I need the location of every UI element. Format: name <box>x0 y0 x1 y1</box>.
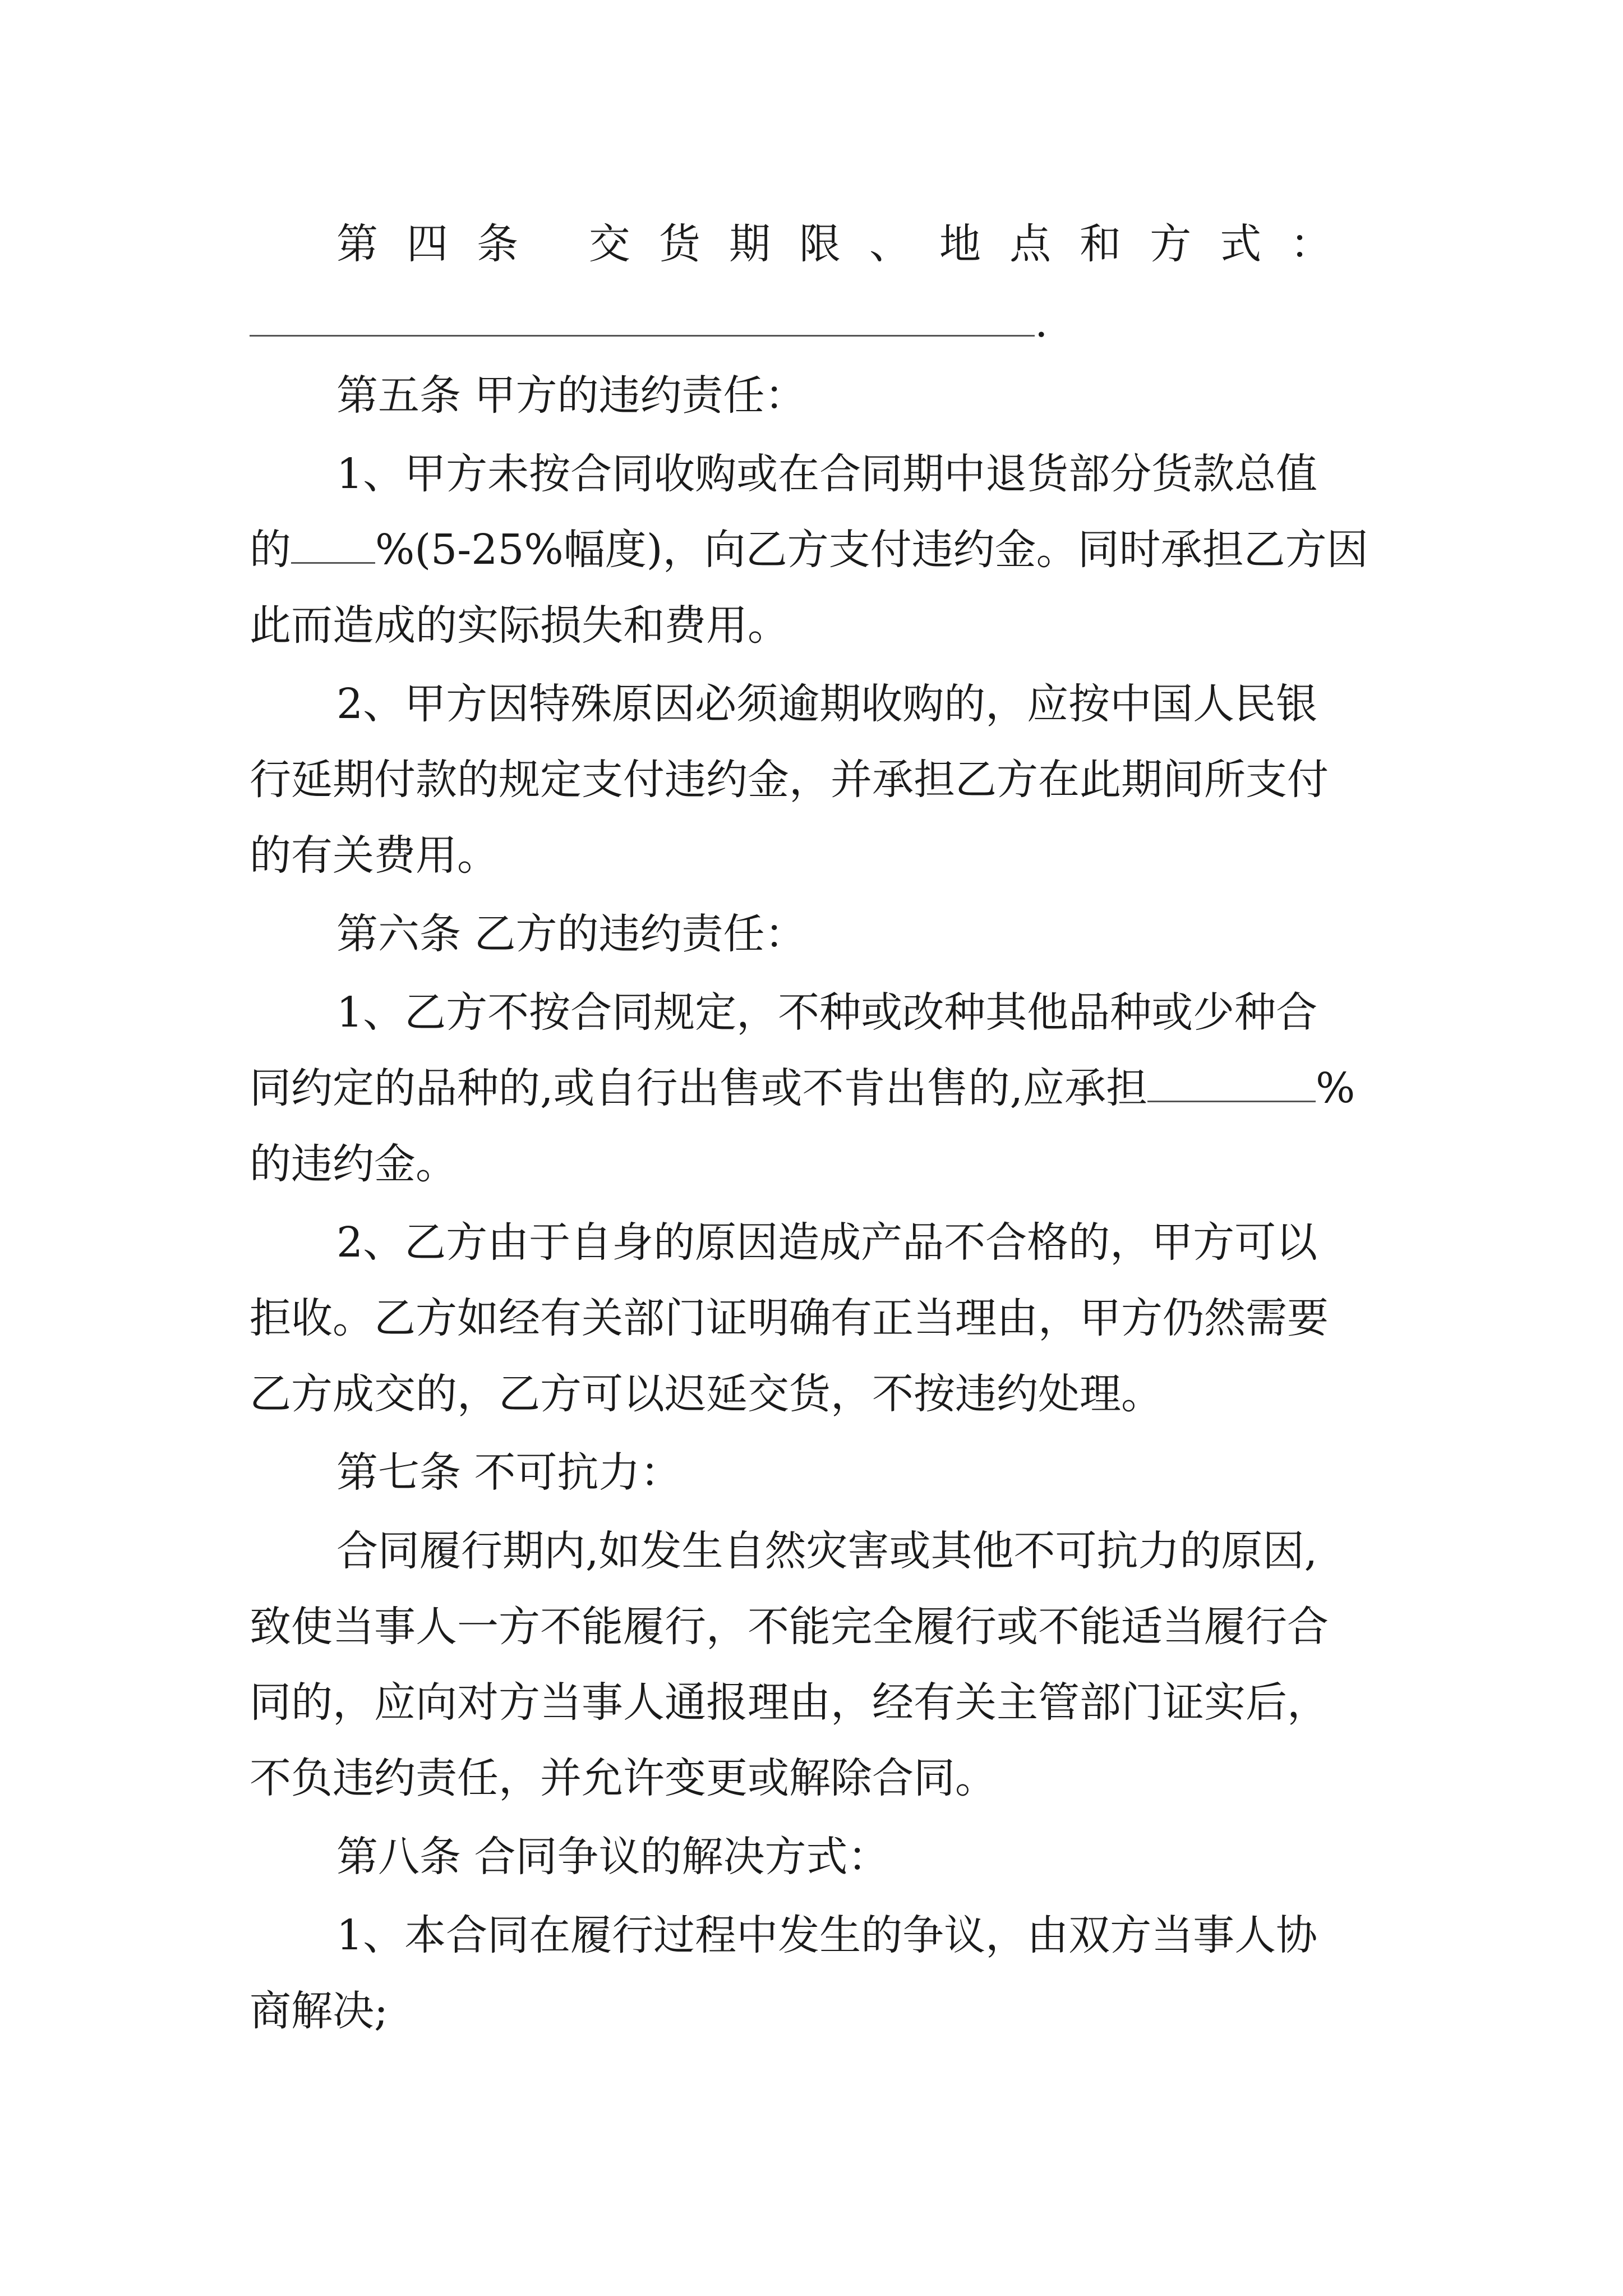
fill-in-blank <box>1147 1066 1316 1102</box>
article5-item1-line1: 1、甲方未按合同收购或在合同期中退货部分货款总值 <box>336 450 1318 498</box>
article5-heading: 第五条 甲方的违约责任： <box>336 371 806 420</box>
article5-item1-line2 <box>250 522 1399 578</box>
article5-item2-line3: 的有关费用。 <box>250 831 499 880</box>
article6-item1-line3: 的违约金。 <box>250 1140 457 1188</box>
article7-para-line3: 同的，应向对方当事人通报理由，经有关主管部门证实后， <box>250 1678 1329 1727</box>
article8-heading: 第八条 合同争议的解决方式： <box>336 1833 889 1881</box>
article6-item1-line2-post: % <box>1316 1064 1355 1112</box>
article7-heading: 第七条 不可抗力： <box>336 1448 682 1497</box>
article6-item1-line2-pre: 同约定的品种的,或自行出售或不肯出售的,应承担 <box>250 1064 1148 1112</box>
article5-item1-line2-pre: 的 <box>250 526 291 574</box>
article6-item2-line3: 乙方成交的，乙方可以迟延交货，不按违约处理。 <box>250 1370 1163 1418</box>
article6-item1-line1: 1、乙方不按合同规定，不种或改种其他品种或少种合 <box>336 988 1318 1037</box>
article7-para-line1: 合同履行期内,如发生自然灾害或其他不可抗力的原因, <box>336 1527 1318 1575</box>
article4-blank-line <box>250 295 1399 351</box>
article5-item2-line1: 2、甲方因特殊原因必须逾期收购的，应按中国人民银 <box>336 680 1318 728</box>
article6-item2-line1: 2、乙方由于自身的原因造成产品不合格的，甲方可以 <box>336 1218 1318 1267</box>
article5-item2-line2: 行延期付款的规定支付违约金，并承担乙方在此期间所支付 <box>250 756 1329 804</box>
article4-heading: 第四条 交货期限、地点和方式： <box>336 220 1361 268</box>
article6-item1-line2 <box>250 1060 1399 1116</box>
article8-item1-line1: 1、本合同在履行过程中发生的争议，由双方当事人协 <box>336 1911 1318 1959</box>
article7-para-line2: 致使当事人一方不能履行，不能完全履行或不能适当履行合 <box>250 1603 1329 1651</box>
article5-item1-line2-post: %(5-25%幅度)，向乙方支付违约金。同时承担乙方因 <box>375 526 1368 574</box>
article6-item2-line2: 拒收。乙方如经有关部门证明确有正当理由，甲方仍然需要 <box>250 1294 1329 1342</box>
article6-heading: 第六条 乙方的违约责任： <box>336 910 806 958</box>
article7-para-line4: 不负违约责任，并允许变更或解除合同。 <box>250 1754 997 1802</box>
article8-item1-line2: 商解决; <box>250 1987 388 2035</box>
article5-item1-line3: 此而造成的实际损失和费用。 <box>250 601 789 650</box>
fill-in-blank <box>250 300 1035 337</box>
fill-in-blank <box>291 527 375 564</box>
article4-tail: . <box>1035 298 1048 347</box>
